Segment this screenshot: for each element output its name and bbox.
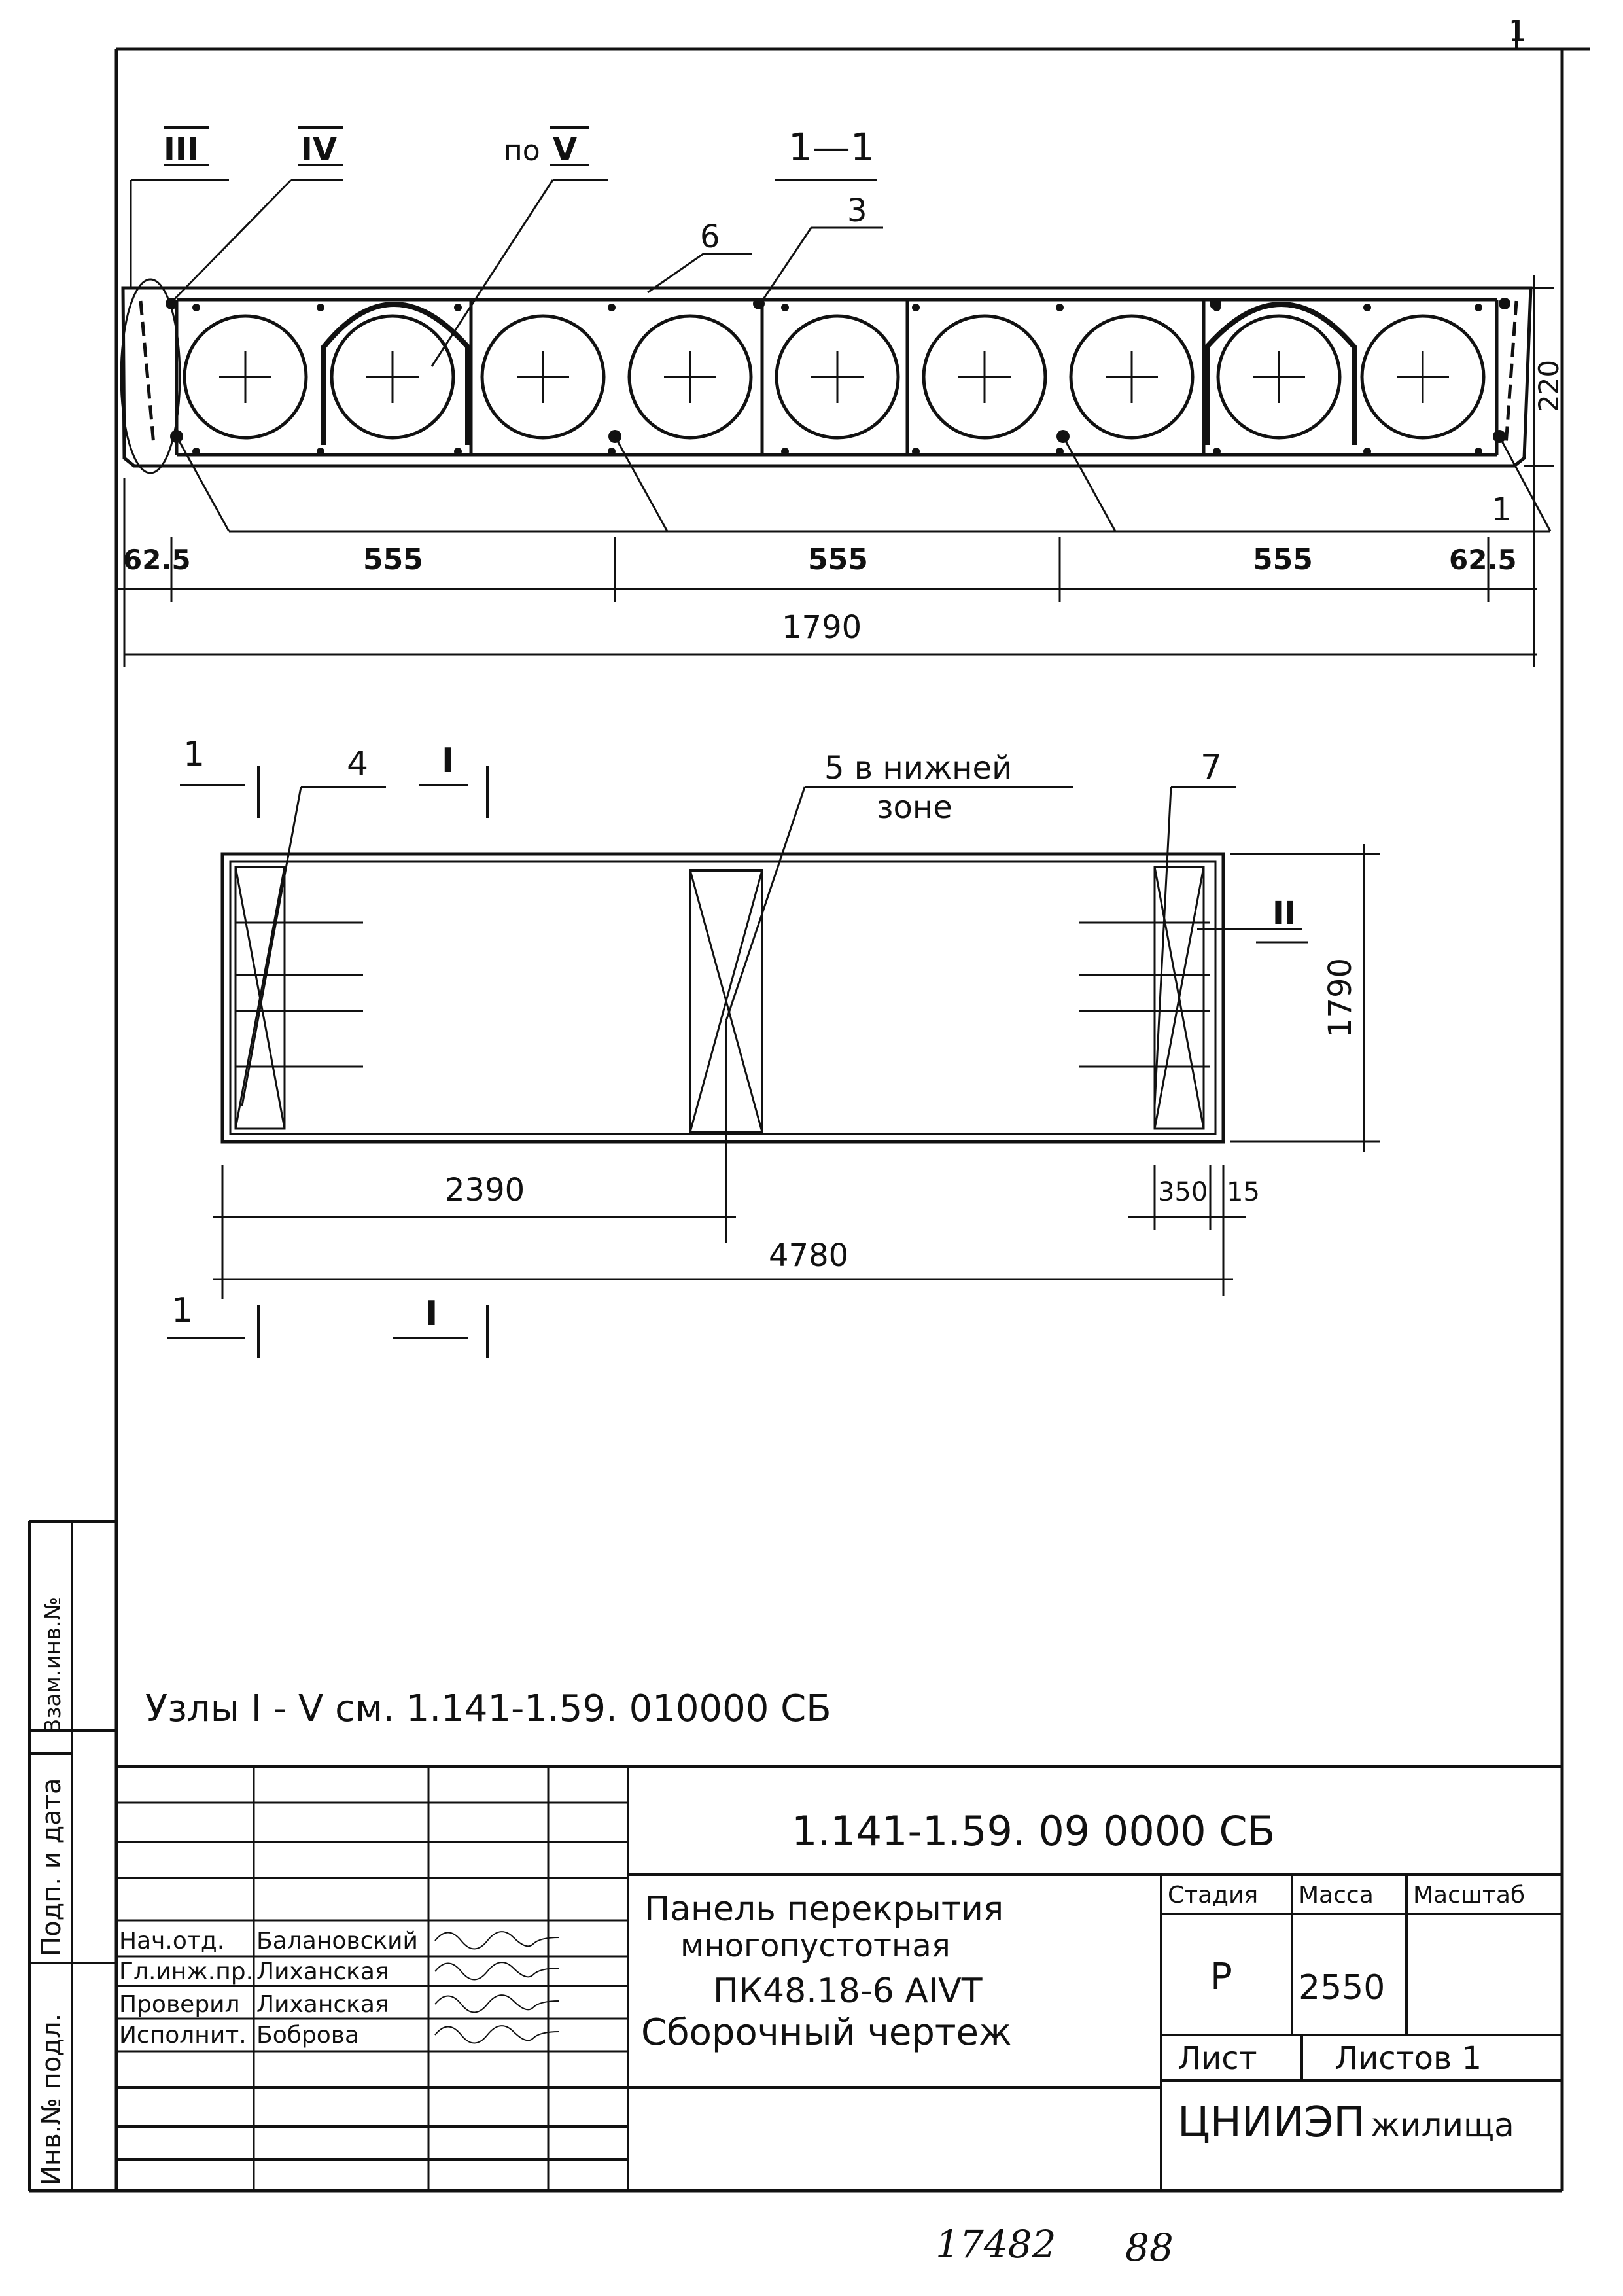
title-block bbox=[116, 1767, 1562, 2191]
label-node-iii: III bbox=[164, 132, 199, 168]
bars-left bbox=[236, 923, 363, 1067]
signer-name: Лиханская bbox=[256, 1958, 389, 1985]
handwritten-signature bbox=[435, 2026, 559, 2043]
dim-span-1: 555 bbox=[363, 543, 423, 576]
rebar-dot bbox=[1056, 448, 1064, 455]
dim-left-edge: 62.5 bbox=[123, 544, 191, 576]
rebar-dot bbox=[454, 304, 462, 311]
rebar-dot bbox=[1363, 448, 1371, 455]
section-view bbox=[116, 125, 1565, 667]
void-center-mark bbox=[1253, 351, 1305, 403]
sheet-label: Лист bbox=[1178, 2040, 1257, 2077]
rebar-dot bbox=[192, 304, 200, 311]
org-name: ЦНИИЭП bbox=[1178, 2098, 1365, 2147]
rebar-dot bbox=[1213, 448, 1221, 455]
void-center-mark bbox=[1106, 351, 1158, 403]
lifting-loop-right bbox=[1207, 304, 1354, 445]
label-pos-5-line1: 5 в нижней bbox=[824, 750, 1013, 786]
plan-width-dim: 1790 bbox=[1322, 957, 1359, 1038]
label-node-ii: II bbox=[1272, 895, 1296, 932]
signature-rows bbox=[119, 1928, 559, 2049]
dim-total-width: 1790 bbox=[782, 609, 862, 646]
lifting-loop-left bbox=[324, 304, 468, 445]
handwritten-signature bbox=[435, 1962, 559, 1979]
stamp-podp-data: Подп. и дата bbox=[37, 1778, 67, 1956]
signer-role: Проверил bbox=[119, 1991, 240, 2018]
label-by-node-v-prefix: по bbox=[504, 134, 540, 168]
stamp-vzam-inv: Взам.инв.№ bbox=[40, 1597, 66, 1734]
void-circles bbox=[184, 316, 1484, 438]
dim-350: 350 bbox=[1158, 1177, 1208, 1207]
label-pos-4: 4 bbox=[347, 745, 369, 784]
stamp-inv-podl: Инв.№ подл. bbox=[37, 2013, 67, 2185]
dim-half-length: 2390 bbox=[445, 1172, 525, 1209]
section-label: 1—1 bbox=[788, 125, 875, 169]
rebar-dot bbox=[317, 304, 324, 311]
title-line-1: Панель перекрытия bbox=[644, 1890, 1004, 1929]
bars-right bbox=[1079, 923, 1210, 1067]
side-stamp bbox=[29, 1521, 116, 2191]
node-iii-marker bbox=[121, 279, 180, 473]
label-pos-5-line2: зоне bbox=[877, 789, 952, 826]
label-pos-7: 7 bbox=[1200, 748, 1223, 787]
label-node-iv: IV bbox=[301, 132, 338, 168]
title-line-4: Сборочный чертеж bbox=[641, 2011, 1012, 2054]
nodes-reference-note: Узлы I - V см. 1.141-1.59. 010000 СБ bbox=[145, 1687, 831, 1730]
cut-1-top-label: 1 bbox=[183, 735, 205, 774]
footer-number-1: 17482 bbox=[935, 2222, 1056, 2267]
rebar-dot bbox=[1475, 304, 1482, 311]
handwritten-signature bbox=[435, 1995, 559, 2012]
dim-total-length: 4780 bbox=[769, 1237, 849, 1274]
rebar-dot bbox=[912, 448, 920, 455]
cut-1-bottom-label: 1 bbox=[171, 1291, 194, 1330]
label-by-node-v: V bbox=[553, 132, 578, 168]
rebar-dot bbox=[781, 448, 789, 455]
signer-role: Исполнит. bbox=[119, 2022, 247, 2049]
sheet-marker: 1 bbox=[1509, 14, 1527, 48]
height-dim: 220 bbox=[1533, 359, 1565, 413]
signer-name: Боброва bbox=[256, 2022, 360, 2049]
cut-i-top-label: I bbox=[442, 741, 455, 781]
rebar-dot bbox=[1475, 448, 1482, 455]
handwritten-signature bbox=[435, 1932, 559, 1949]
signer-role: Гл.инж.пр. bbox=[119, 1958, 254, 1985]
plan-dimension-lines bbox=[213, 844, 1380, 1299]
title-line-3: ПК48.18-6 АIVТ bbox=[713, 1971, 983, 2011]
plan-leaders bbox=[242, 787, 1308, 1106]
rebar-dot bbox=[608, 448, 616, 455]
signer-role: Нач.отд. bbox=[119, 1928, 225, 1954]
dim-span-3: 555 bbox=[1253, 543, 1313, 576]
rebar-dot bbox=[1363, 304, 1371, 311]
rebar-dot bbox=[317, 448, 324, 455]
signer-name: Лиханская bbox=[256, 1991, 389, 2018]
sheets-label: Листов 1 bbox=[1335, 2040, 1482, 2077]
rebar-dot bbox=[912, 304, 920, 311]
mass-value: 2550 bbox=[1299, 1968, 1386, 2007]
panel-outline bbox=[222, 854, 1223, 1142]
hdr-stage: Стадия bbox=[1168, 1882, 1259, 1909]
hdr-mass: Масса bbox=[1299, 1882, 1374, 1909]
rebar-dot bbox=[781, 304, 789, 311]
footer-number-2: 88 bbox=[1125, 2225, 1174, 2270]
plan-view bbox=[167, 735, 1380, 1358]
rebar-dot bbox=[1056, 304, 1064, 311]
void-center-mark bbox=[219, 351, 271, 403]
label-pos-3: 3 bbox=[847, 192, 867, 229]
void-center-mark bbox=[1397, 351, 1449, 403]
dim-right-edge: 62.5 bbox=[1449, 544, 1517, 576]
void-center-mark bbox=[366, 351, 419, 403]
label-pos-6: 6 bbox=[700, 219, 720, 255]
stage-value: Р bbox=[1210, 1956, 1232, 1998]
title-line-2: многопустотная bbox=[680, 1928, 951, 1964]
hdr-scale: Масштаб bbox=[1413, 1882, 1526, 1909]
void-center-mark bbox=[517, 351, 569, 403]
dim-15: 15 bbox=[1227, 1177, 1260, 1207]
rebar-dot bbox=[608, 304, 616, 311]
cut-i-bottom-label: I bbox=[425, 1294, 438, 1333]
org-sub: жилища bbox=[1370, 2106, 1514, 2144]
void-center-mark bbox=[958, 351, 1011, 403]
doc-code: 1.141-1.59. 09 0000 СБ bbox=[792, 1807, 1276, 1855]
rebar-dot bbox=[454, 448, 462, 455]
void-center-mark bbox=[664, 351, 716, 403]
void-center-mark bbox=[811, 351, 864, 403]
dim-span-2: 555 bbox=[808, 543, 868, 576]
signer-name: Балановский bbox=[256, 1928, 418, 1954]
rebar-dot bbox=[192, 448, 200, 455]
label-pos-1: 1 bbox=[1492, 491, 1512, 528]
